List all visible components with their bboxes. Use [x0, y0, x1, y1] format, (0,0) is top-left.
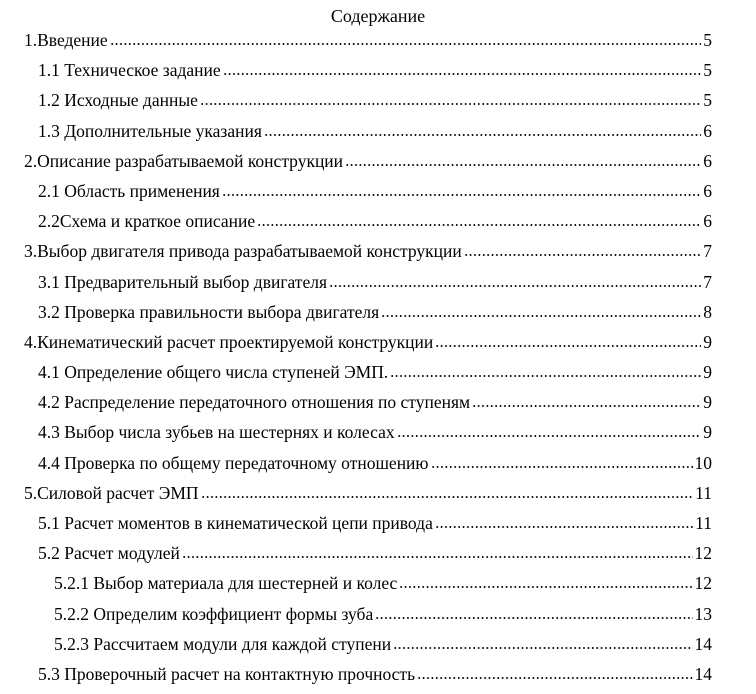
dot-leader	[182, 555, 693, 559]
dot-leader	[201, 495, 694, 499]
toc-entry-page: 14	[694, 663, 712, 684]
toc-entry[interactable]	[0, 664, 756, 694]
dot-leader	[397, 434, 702, 438]
toc-entry[interactable]	[0, 392, 756, 422]
dot-leader	[110, 42, 702, 46]
toc-entry-page: 5	[703, 90, 712, 111]
toc-entry-label: 1.3 Дополнительные указания	[38, 120, 262, 141]
toc-entry[interactable]	[0, 241, 756, 271]
toc-entry[interactable]	[0, 211, 756, 241]
toc-entry-label: 2.1 Область применения	[38, 180, 220, 201]
toc-entry-label: 5.2.2 Определим коэффициент формы зуба	[54, 603, 374, 624]
dot-leader	[399, 585, 692, 589]
toc-entry-page: 12	[694, 573, 712, 594]
toc-entry-label: 5.3 Проверочный расчет на контактную прочность	[38, 663, 416, 684]
toc-entry[interactable]	[0, 604, 756, 634]
toc-entry-label: 5.1 Расчет моментов в кинематической цепи привода	[38, 513, 433, 533]
dot-leader	[435, 525, 693, 529]
dot-leader	[435, 344, 701, 348]
toc-entry-page: 11	[695, 482, 712, 503]
toc-entry-label: 5.2.1 Выбор материала для шестерней и колес	[54, 573, 398, 594]
toc-entry-page: 9	[703, 362, 712, 383]
toc-entry-page: 7	[703, 271, 712, 292]
toc-entry-label: 3.Выбор двигателя привода разрабатываемой конструкции	[24, 241, 462, 262]
toc-entry-page: 8	[703, 301, 712, 322]
toc-entry-page: 13	[694, 603, 712, 624]
toc-entry-page: 9	[703, 422, 712, 443]
toc-entry-page: 11	[695, 513, 712, 533]
dot-leader	[375, 616, 692, 620]
toc-entry-label: 4.1 Определение общего числа ступеней ЭМП.	[38, 362, 389, 383]
toc-entry-label: 4.4 Проверка по общему передаточному отношению	[38, 452, 429, 473]
toc-entry[interactable]	[0, 332, 756, 362]
toc-entry[interactable]	[0, 453, 756, 483]
toc-entry-label: 2.2Схема и краткое описание	[38, 211, 256, 232]
toc-entry-page: 12	[694, 543, 712, 564]
toc-entry-page: 6	[703, 211, 712, 232]
toc-entry-label: 4.2 Распределение передаточного отношения по ступеням	[38, 392, 471, 413]
toc-entry-label: 2.Описание разрабатываемой конструкции	[24, 150, 344, 171]
dot-leader	[222, 193, 701, 197]
toc-entry-label: 5.2 Расчет модулей	[38, 543, 180, 564]
toc-entry-page: 14	[694, 633, 712, 654]
toc-entry-label: 1.1 Техническое задание	[38, 60, 221, 81]
toc-entry-page: 6	[703, 150, 712, 171]
dot-leader	[472, 404, 701, 408]
toc-entry[interactable]	[0, 302, 756, 332]
toc-entry[interactable]	[0, 483, 756, 513]
toc-entry-label: 1.Введение	[24, 30, 108, 50]
toc-entry-label: 4.3 Выбор числа зубьев на шестернях и колесах	[38, 422, 395, 443]
toc-entry[interactable]	[0, 272, 756, 302]
toc-entry[interactable]	[0, 181, 756, 211]
dot-leader	[464, 253, 701, 257]
dot-leader	[264, 133, 701, 137]
toc-entry-page: 7	[703, 241, 712, 262]
toc-title: Содержание	[330, 6, 426, 26]
dot-leader	[329, 284, 701, 288]
toc-entry-page: 10	[694, 452, 712, 473]
table-of-contents	[0, 30, 756, 694]
toc-entry[interactable]	[0, 30, 756, 60]
toc-entry[interactable]	[0, 422, 756, 452]
toc-entry-label: 3.2 Проверка правильности выбора двигателя	[38, 301, 380, 322]
dot-leader	[257, 223, 701, 227]
toc-entry-label: 1.2 Исходные данные	[38, 90, 198, 111]
toc-entry-page: 9	[703, 331, 712, 352]
toc-entry[interactable]	[0, 634, 756, 664]
toc-entry[interactable]	[0, 60, 756, 90]
dot-leader	[381, 314, 701, 318]
toc-entry[interactable]	[0, 513, 756, 543]
toc-entry-page: 5	[703, 60, 712, 81]
toc-entry-label: 4.Кинематический расчет проектируемой конструкции	[24, 331, 434, 352]
dot-leader	[417, 676, 692, 680]
toc-entry[interactable]	[0, 573, 756, 603]
toc-entry[interactable]	[0, 362, 756, 392]
toc-entry-page: 6	[703, 180, 712, 201]
toc-entry[interactable]	[0, 90, 756, 120]
dot-leader	[390, 374, 701, 378]
toc-entry[interactable]	[0, 151, 756, 181]
dot-leader	[345, 163, 701, 167]
toc-entry[interactable]	[0, 121, 756, 151]
toc-entry-label: 5.2.3 Рассчитаем модули для каждой ступени	[54, 633, 392, 654]
toc-entry-page: 6	[703, 120, 712, 141]
toc-entry[interactable]	[0, 543, 756, 573]
dot-leader	[393, 646, 692, 650]
toc-entry-label: 3.1 Предварительный выбор двигателя	[38, 271, 328, 292]
dot-leader	[431, 465, 693, 469]
dot-leader	[200, 102, 701, 106]
toc-entry-page: 9	[703, 392, 712, 413]
dot-leader	[223, 72, 702, 76]
toc-entry-page: 5	[703, 30, 712, 50]
toc-entry-label: 5.Силовой расчет ЭМП	[24, 482, 199, 503]
